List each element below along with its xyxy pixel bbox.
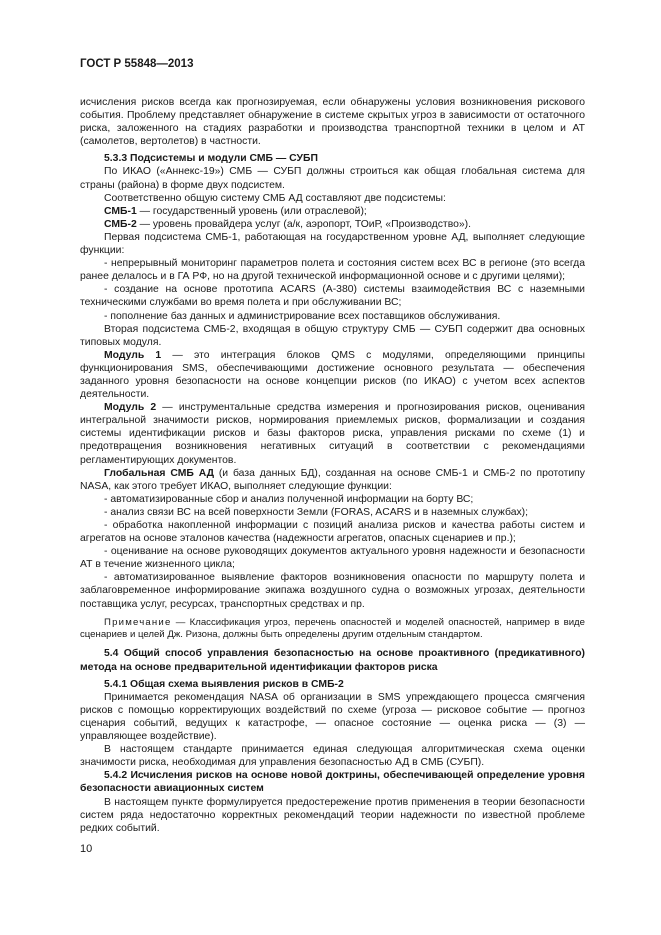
page-header: ГОСТ Р 55848—2013 [80, 58, 194, 70]
term-text: — это интеграция блоков QMS с модулями, определяющими принципы функционирования SMS, обеспечивающими достижение основного результата — обеспечения заданного уровня безопасности на основе концепции рисков (по ИКАО) с учетом всех аспектов деятельности. [80, 349, 586, 401]
paragraph: Вторая подсистема СМБ-2, входящая в общую структуру СМБ — СУБП содержит два основных типовых модуля. [80, 323, 585, 348]
term: СМБ-1 [104, 205, 137, 217]
module-1-paragraph [80, 349, 585, 401]
term: Модуль 2 [104, 402, 157, 414]
paragraph: В настоящем пункте формулируется предостережение против применения в теории безопасности систем ряда недостаточно корректных рекомендаций теории надежности по известной проблеме редких событий. [80, 796, 585, 834]
paragraph: Первая подсистема СМБ-1, работающая на государственном уровне АД, выполняет следующие функции: [80, 231, 585, 257]
list-item-smb1 [80, 205, 585, 218]
term: Глобальная СМБ АД [104, 467, 214, 479]
term-text: (и база данных БД), созданная на основе СМБ-1 и СМБ-2 по прототипу NASA, как этого требует ИКАО, выполняет следующие функции: [80, 467, 585, 492]
bullet-item: - автоматизированное выявление факторов возникновения опасности по маршруту полета и заблаговременное информирование экипажа воздушного судна о возможных угрозах, деятельности поставщика услуг, ресурсах, транспортных средствах и пр. [80, 572, 585, 610]
page-number: 10 [80, 843, 93, 855]
paragraph: В настоящем стандарте принимается единая следующая алгоритмическая схема оценки значимости риска, необходимая для управления безопасностью АД в СМБ (СУБП). [80, 744, 585, 769]
section-heading-5-4: 5.4 Общий способ управления безопасностью на основе проактивного (предикативного) метода на основе предварительной идентификации факторов риска [80, 648, 585, 673]
paragraph: Принимается рекомендация NASA об организации в SMS упреждающего процесса смягчения рисков с помощью корректирующих воздействий по схеме (угроза — рисковое событие — прогноз сценария событий, ведущих к катастрофе, — опасное состояние — оценка риска — (3) — управляющее воздействие). [80, 691, 585, 743]
page-body [80, 96, 585, 835]
paragraph: исчисления рисков всегда как прогнозируемая, если обнаружены условия возникновения рискового события. Проблему представляет обнаружение в системе скрытых угроз в зависимости от остаточного риска, заложенного на стадиях разработки и производства транспортной техники в целом и АТ (самолетов, вертолетов) в частности. [80, 97, 585, 148]
term-text: — государственный уровень (или отраслевой); [136, 205, 367, 217]
bullet-item: - автоматизированные сбор и анализ полученной информации на борту ВС; [104, 493, 474, 505]
section-heading-5-4-1: 5.4.1 Общая схема выявления рисков в СМБ-2 [104, 678, 344, 690]
note-text: — Классификация угроз, перечень опасностей и моделей опасностей, например в виде сценариев и целей Дж. Ризона, должны быть определены другим отдельным стандартом. [80, 616, 585, 641]
term-text: — инструментальные средства измерения и прогнозирования рисков, оценивания интегральной значимости рисков, нормирования приемлемых рисков, формализации и создания системы идентификации рисков и базы факторов риска, управления рисками по схеме (1) и предотвращения возникновения негативных ситуаций в соответствии с рекомендациями регламентирующих документов. [80, 402, 585, 466]
bullet-item: - создание на основе прототипа ACARS (А-380) системы взаимодействия ВС с наземными техническими службами во время полета и при обслуживании ВС; [80, 284, 585, 309]
note [80, 617, 585, 642]
bullet-item: - пополнение баз данных и администрирование всех поставщиков обслуживания. [104, 310, 501, 322]
list-item-smb2 [80, 218, 585, 231]
section-heading-5-3-3: 5.3.3 Подсистемы и модули СМБ — СУБП [104, 153, 318, 165]
note-label: Примечание [104, 616, 172, 628]
bullet-item: - непрерывный мониторинг параметров полета и состояния систем всех ВС в регионе (это всегда ранее делалось и в ГА РФ, но на другой технической информационной основе и с другими целями); [80, 258, 585, 283]
paragraph: Соответственно общую систему СМБ АД составляют две подсистемы: [104, 192, 446, 204]
section-heading-5-4-2: 5.4.2 Исчисления рисков на основе новой доктрины, обеспечивающей определение уровня безопасности авиационных систем [80, 770, 585, 795]
bullet-item: - анализ связи ВС на всей поверхности Земли (FORAS, ACARS и в наземных службах); [104, 506, 529, 518]
paragraph: По ИКАО («Аннекс-19») СМБ — СУБП должны строиться как общая глобальная система для страны (района) в форме двух подсистем. [80, 166, 585, 191]
term: СМБ-2 [104, 218, 137, 230]
bullet-item: - оценивание на основе руководящих документов актуального уровня надежности и безопасности АТ в течение жизненного цикла; [80, 546, 585, 571]
bullet-item: - обработка накопленной информации с позиций анализа рисков и качества работы систем и агрегатов на основе эталонов качества (надежности агрегатов, опасных сценариев и пр.); [80, 520, 585, 545]
term-text: — уровень провайдера услуг (а/к, аэропорт, ТОиР, «Производство»). [136, 218, 471, 230]
term: Модуль 1 [104, 349, 162, 361]
global-smb-paragraph [80, 467, 585, 493]
module-2-paragraph [80, 401, 585, 466]
